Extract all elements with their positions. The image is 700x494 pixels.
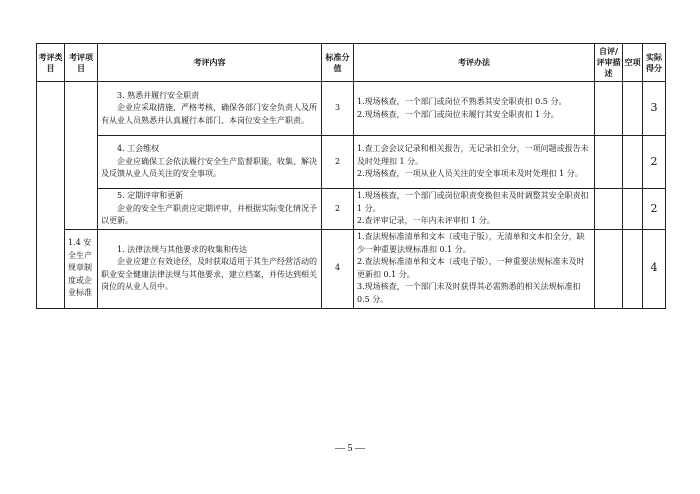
actual-score: 2	[643, 136, 666, 189]
content-title: 3. 熟悉并履行安全职责	[117, 90, 200, 100]
blank-cell	[623, 82, 643, 136]
method-cell	[354, 136, 595, 189]
table-row	[37, 189, 666, 230]
content-title: 5. 定期评审和更新	[117, 191, 184, 200]
standard-score: 4	[322, 229, 354, 308]
header-blank: 空项	[623, 44, 643, 82]
actual-score: 2	[643, 189, 666, 230]
actual-score: 4	[643, 229, 666, 308]
header-actual: 实际得分	[643, 44, 666, 82]
category-cell	[37, 82, 65, 309]
blank-cell	[623, 229, 643, 308]
header-standard: 标准分值	[322, 44, 354, 82]
method-line: 2.查法规标准清单和文本（或电子版），一种重要法规标准未及时更新扣 0.1 分。	[357, 257, 585, 279]
method-line: 3.现场核查，一个部门未及时获得其必需熟悉的相关法规标准扣 0.5 分。	[357, 282, 581, 304]
content-title: 4. 工会维权	[117, 144, 160, 154]
method-line: 2.查评审记录，一年内未评审扣 1 分。	[357, 216, 495, 225]
table-row	[37, 82, 666, 136]
self-eval-cell	[595, 229, 623, 308]
standard-score: 2	[322, 136, 354, 189]
method-cell	[354, 189, 595, 230]
method-line: 2.现场核查，一项从业人员关注的安全事项未及时处理扣 1 分。	[357, 169, 583, 179]
standard-score: 2	[322, 189, 354, 230]
header-row	[37, 44, 666, 82]
content-body: 企业应建立有效途径，及时获取适用于其生产经营活动的职业安全健康法律法规与其他要求，建立档案，并传达到相关岗位的从业人员中。	[101, 257, 317, 291]
method-line: 2.现场核查，一个部门或岗位未履行其安全职责扣 1 分。	[357, 109, 559, 119]
method-line: 1.现场核查，一个部门或岗位不熟悉其安全职责扣 0.5 分。	[357, 97, 567, 106]
header-content: 考评内容	[98, 44, 322, 82]
table-row	[37, 229, 666, 308]
content-body: 企业应确保工会依法履行安全生产监督职能，收集、解决及反馈从业人员关注的安全事项。	[101, 156, 317, 179]
content-body: 企业的安全生产职责应定期评审，并根据实际变化情况予以更新。	[101, 203, 317, 225]
actual-score: 3	[643, 82, 666, 136]
header-item: 考评项目	[65, 44, 98, 82]
table-row	[37, 136, 666, 189]
item-cell: 1.4 安全生产规章制度或企业标准	[65, 229, 98, 308]
blank-cell	[623, 136, 643, 189]
self-eval-cell	[595, 189, 623, 230]
content-cell	[98, 189, 322, 230]
item-cell	[65, 82, 98, 230]
page-number: — 5 —	[335, 443, 365, 454]
method-cell	[354, 229, 595, 308]
content-body: 企业应采取措施，严格考核，确保各部门安全负责人及所有从业人员熟悉并认真履行本部门、本岗位安全生产职责。	[101, 103, 317, 125]
evaluation-table	[36, 43, 666, 309]
method-cell	[354, 82, 595, 136]
method-line: 1.查工会会议记录和相关报告，无记录扣全分，一项问题或报告未及时处理扣 1 分。	[357, 144, 589, 166]
standard-score: 3	[322, 82, 354, 136]
content-title: 1. 法律法规与其他要求的收集和传达	[117, 244, 248, 254]
method-line: 1.现场核查，一个部门或岗位职责变换但未及时调整其安全职责扣 1 分。	[357, 191, 589, 213]
self-eval-cell	[595, 136, 623, 189]
content-cell	[98, 82, 322, 136]
self-eval-cell	[595, 82, 623, 136]
header-self-eval: 自评/评审描述	[595, 44, 623, 82]
content-cell	[98, 136, 322, 189]
header-method: 考评办法	[354, 44, 595, 82]
header-category: 考评类目	[37, 44, 65, 82]
method-line: 1.查法规标准清单和文本（或电子版），无清单和文本扣全分，缺少一种重要法规标准扣 0.1 分。	[357, 232, 585, 254]
blank-cell	[623, 189, 643, 230]
content-cell	[98, 229, 322, 308]
